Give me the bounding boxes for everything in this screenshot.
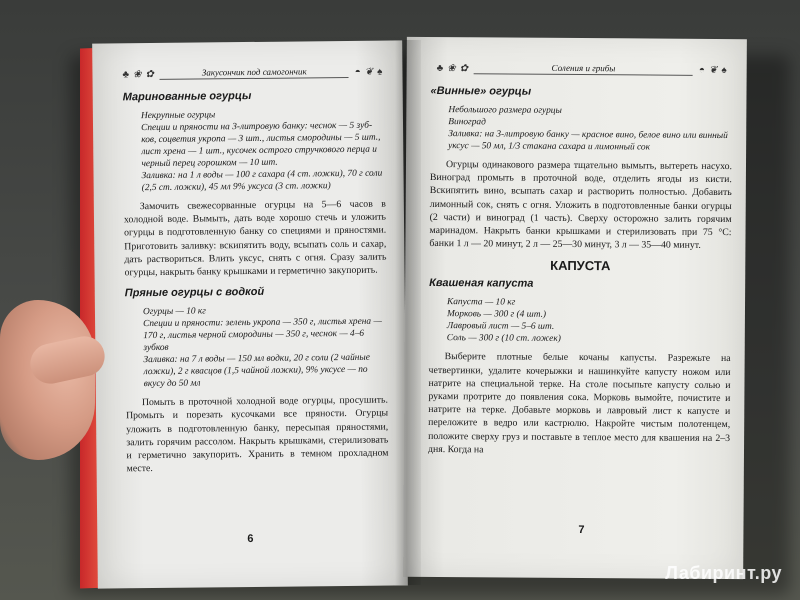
ingredient-line: Виноград bbox=[448, 117, 486, 128]
ingredients-list bbox=[430, 104, 732, 154]
header-food-icons bbox=[122, 68, 153, 79]
ingredient-line: Морковь — 300 г (4 шт.) bbox=[446, 309, 547, 321]
ingredient-line: Заливка: на 1 л воды — 100 г сахара (4 ст. ложки), 70 г соли (2,5 ст. ложки), 45 мл 9% уксуса (3 ст. ложки) bbox=[141, 168, 383, 194]
recipe-instructions: Помыть в проточной холодной воде огурцы, просушить. Промыть и порезать кусочками все пряности. Огурцы уложить в подготовленную банку, пересыпая пряностями, залить горячим рассолом. Накрыть крышками, стерилизовать и герметично закупорить. Хранить в темном прохладном месте. bbox=[126, 394, 389, 475]
page-number: 6 bbox=[247, 532, 254, 546]
header-food-icons bbox=[437, 63, 468, 74]
page-number: 7 bbox=[578, 524, 585, 537]
recipe-title: Маринованные огурцы bbox=[122, 89, 252, 104]
recipe-instructions: Замочить свежесорванные огурцы на 5—6 часов в холодной воде. Вымыть, дать воде хорошо стечь и уложить огурцы в подготовленную банку со специями и пряностями. Приготовить заливку: вскипятить воду, всыпать соль и сахар, дать раствориться. Влить уксус, снять с огня. Сразу залить огурцы, накрыть банку крышками и герметично закупорить. bbox=[123, 198, 387, 279]
recipe-title: «Винные» огурцы bbox=[430, 84, 532, 98]
section-title: КАПУСТА bbox=[550, 258, 611, 274]
fish-icon: ❦ bbox=[708, 64, 718, 76]
ingredient-line: Специи и пряности на 3-литровую банку: чеснок — 5 зуб-ков, соцветия укропа — 3 шт., листья смородины — 5 шт., лист хрена — 1 шт., кусочек острого стручкового перца и черный перец горошком — 10 шт. bbox=[140, 120, 381, 170]
left-header-title: Закусончик под самогончик bbox=[160, 66, 349, 80]
recipe-title: Пряные огурцы с водкой bbox=[124, 286, 265, 300]
ingredient-line: Соль — 300 г (10 ст. ложек) bbox=[446, 333, 561, 345]
mushroom-icon: ♣ bbox=[436, 62, 444, 74]
bowl-icon: ◓ bbox=[354, 66, 361, 78]
fish-icon: ❦ bbox=[364, 66, 374, 78]
bowl-icon: ◓ bbox=[698, 64, 706, 76]
ingredient-line: Некрупные огурцы bbox=[140, 110, 216, 122]
book-gutter bbox=[395, 40, 421, 585]
right-page-content bbox=[428, 83, 733, 466]
ingredient-line: Заливка: на 3-литровую банку — красное вино, белое вино или винный уксус — 50 мл, 1/3 стакана сахара и лимонный сок bbox=[448, 129, 728, 153]
watermark: Лабиринт.ру bbox=[665, 563, 782, 583]
left-page bbox=[92, 40, 408, 588]
ingredients-list bbox=[125, 304, 388, 391]
header-food-icons-right bbox=[355, 66, 383, 77]
cucumber-icon: ❀ bbox=[447, 62, 456, 74]
ingredient-line: Лавровый лист — 5–6 шт. bbox=[446, 321, 555, 333]
pepper-icon: ✿ bbox=[459, 62, 469, 74]
bottle-icon: ♠ bbox=[721, 64, 727, 76]
ingredient-line: Небольшого размера огурцы bbox=[448, 105, 562, 116]
left-page-content bbox=[123, 87, 389, 484]
ingredient-line: Специи и пряности: зелень укропа — 350 г, листья хрена — 170 г, листья черной смородины — 350 г, чеснок — 4–6 зубков bbox=[143, 316, 382, 354]
mushroom-icon: ♣ bbox=[122, 68, 130, 80]
ingredient-line: Огурцы — 10 кг bbox=[142, 306, 207, 318]
recipe-title: Квашеная капуста bbox=[429, 277, 534, 291]
ingredients-list bbox=[429, 296, 731, 346]
pepper-icon: ✿ bbox=[145, 68, 154, 80]
cucumber-icon: ❀ bbox=[132, 68, 142, 80]
ingredient-line: Заливка: на 7 л воды — 150 мл водки, 20 г соли (2 чайные ложки), 2 г квасцов (1,5 чайной ложки), 9% уксусе — по вкусу до 50 мл bbox=[143, 352, 370, 390]
recipe-instructions: Огурцы одинакового размера тщательно вымыть, вытереть насухо. Виноград промыть в проточной воде, отделить ягоды из кисти. Вскипятить вино, всыпать сахар и растворить полностью. Добавить лимонный сок, снять с огня. Уложить в подготовленные банки огурцы (2 части) и виноград (1 часть). Сверху осторожно залить горячим маринадом. Накрыть банки крышками и стерилизовать при 75 °С: банки 1 л — 20 минут, 2 л — 25—30 минут, 3 л — 35—40 минут. bbox=[429, 159, 733, 252]
ingredients-list bbox=[123, 108, 386, 195]
header-food-icons-right bbox=[699, 64, 727, 75]
right-page bbox=[403, 37, 747, 579]
left-page-header bbox=[122, 63, 382, 84]
recipe-instructions: Выберите плотные белые кочаны капусты. Разрежьте на четвертинки, удалите кочерыжки и нашинкуйте капусту ножом или натрите на специальной терке. На столе посыпьте капусту солью и руками протрите до появления сока. Морковь вымойте, почистите и натрите на терке. Добавьте морковь и лавровый лист к капусте и переложите в ведро или кастрюлю. Накройте чистым полотенцем, положите сверху груз и поставьте в теплое место для квашения на 2–3 дня. Когда на bbox=[427, 351, 731, 456]
bottle-icon: ♠ bbox=[377, 66, 383, 78]
right-header-title: Соления и грибы bbox=[474, 62, 693, 76]
ingredient-line: Капуста — 10 кг bbox=[447, 297, 516, 309]
right-page-header bbox=[437, 59, 727, 79]
